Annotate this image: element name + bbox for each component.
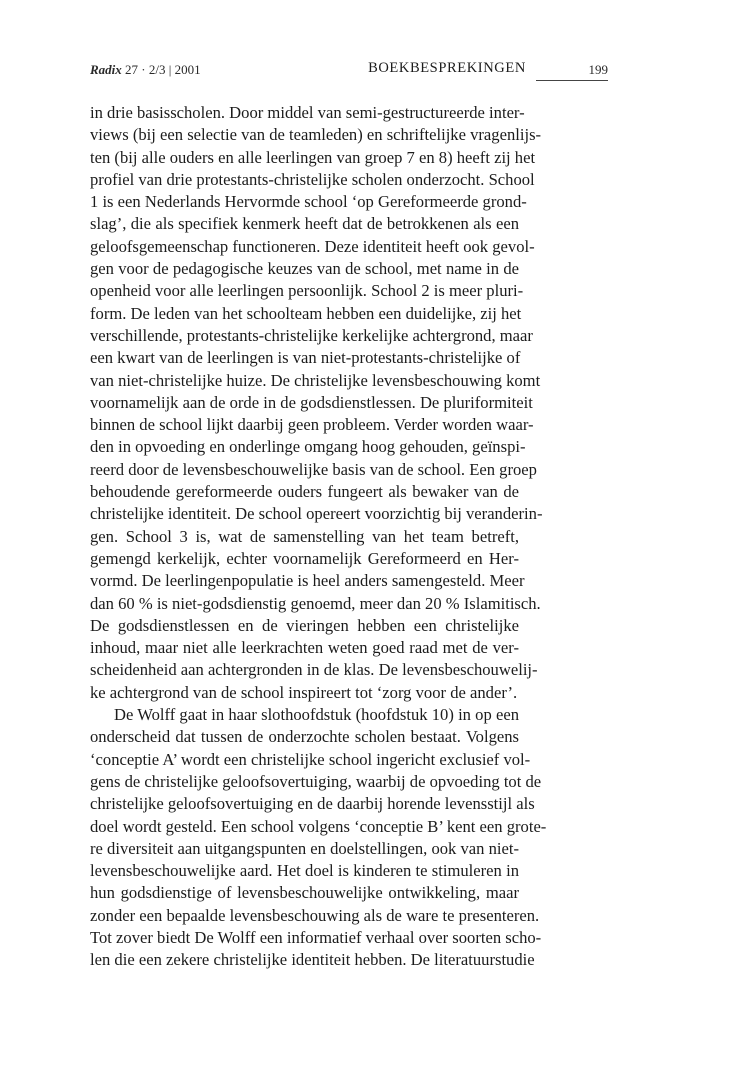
header-rule <box>536 80 608 81</box>
text-line: gen voor de pedagogische keuzes van de school, met name in de <box>90 259 519 279</box>
text-line: form. De leden van het schoolteam hebben een duidelijke, zij het <box>90 303 522 323</box>
page-body <box>90 102 547 972</box>
text-line: ‘conceptie A’ wordt een christelijke school ingericht exclusief vol- <box>90 749 531 769</box>
text-line: vormd. De leerlingenpopulatie is heel anders samengesteld. Meer <box>90 571 525 591</box>
journal-name: Radix <box>90 62 122 77</box>
text-line: van niet-christelijke huize. De christelijke levensbeschouwing komt <box>90 370 541 390</box>
text-line: doel wordt gesteld. Een school volgens ‘conceptie B’ kent een grote- <box>90 816 547 836</box>
text-line: views (bij een selectie van de teamleden) en schriftelijke vragenlijs- <box>90 125 542 145</box>
text-line: gemengd kerkelijk, echter voornamelijk Gereformeerd en Her- <box>90 548 519 568</box>
text-line: slag’, die als specifiek kenmerk heeft dat de betrokkenen als een <box>90 214 519 234</box>
text-line: De godsdienstlessen en de vieringen hebben een christelijke <box>90 615 519 635</box>
text-line: scheidenheid aan achtergronden in de klas. De levensbeschouwelij- <box>90 660 538 680</box>
section-title: BOEKBESPREKINGEN <box>368 60 526 76</box>
text-line: ke achtergrond van de school inspireert tot ‘zorg voor de ander’. <box>90 682 518 702</box>
text-line: Tot zover biedt De Wolff een informatief verhaal over soorten scho- <box>90 927 542 947</box>
text-line: onderscheid dat tussen de onderzochte scholen bestaat. Volgens <box>90 727 519 747</box>
text-line: voornamelijk aan de orde in de godsdienstlessen. De pluriformiteit <box>90 392 533 412</box>
text-line: in drie basisscholen. Door middel van semi-gestructureerde inter- <box>90 103 525 122</box>
text-line: De Wolff gaat in haar slothoofdstuk (hoofdstuk 10) in op een <box>114 705 519 725</box>
text-line: behoudende gereformeerde ouders fungeert als bewaker van de <box>90 482 519 502</box>
page-header <box>90 60 608 80</box>
text-line: profiel van drie protestants-christelijke scholen onderzocht. School <box>90 169 535 189</box>
text-line: gens de christelijke geloofsovertuiging, waarbij de opvoeding tot de <box>90 771 542 791</box>
text-line: verschillende, protestants-christelijke kerkelijke achtergrond, maar <box>90 325 533 345</box>
text-line: een kwart van de leerlingen is van niet-protestants-christelijke of <box>90 348 521 368</box>
text-line: reerd door de levensbeschouwelijke basis van de school. Een groep <box>90 459 537 479</box>
text-line: christelijke geloofsovertuiging en de daarbij horende levensstijl als <box>90 794 535 814</box>
running-head-journal <box>90 62 201 78</box>
text-line: zonder een bepaalde levensbeschouwing als de ware te presenteren. <box>90 905 540 925</box>
text-line: geloofsgemeenschap functioneren. Deze identiteit heeft ook gevol- <box>90 236 535 256</box>
text-line: inhoud, maar niet alle leerkrachten weten goed raad met de ver- <box>90 638 519 658</box>
text-line: christelijke identiteit. De school opereert voorzichtig bij veranderin- <box>90 504 543 524</box>
paragraph <box>90 704 547 972</box>
text-line: 1 is een Nederlands Hervormde school ‘op Gereformeerde grond- <box>90 192 527 212</box>
text-line: dan 60 % is niet-godsdienstig genoemd, meer dan 20 % Islamitisch. <box>90 593 541 613</box>
text-line: openheid voor alle leerlingen persoonlijk. School 2 is meer pluri- <box>90 281 524 301</box>
volume-info: 27 · 2/3 | 2001 <box>125 62 201 77</box>
text-line: hun godsdienstige of levensbeschouwelijke ontwikkeling, maar <box>90 883 519 903</box>
text-line: binnen de school lijkt daarbij geen probleem. Verder worden waar- <box>90 415 534 435</box>
text-line: den in opvoeding en onderlinge omgang hoog gehouden, geïnspi- <box>90 437 526 457</box>
text-line: gen. School 3 is, wat de samenstelling van het team betreft, <box>90 526 519 546</box>
text-line: re diversiteit aan uitgangspunten en doelstellingen, ook van niet- <box>90 838 520 858</box>
text-line: levensbeschouwelijke aard. Het doel is kinderen te stimuleren in <box>90 861 519 881</box>
text-line: ten (bij alle ouders en alle leerlingen van groep 7 en 8) heeft zij het <box>90 147 536 167</box>
text-line: len die een zekere christelijke identiteit hebben. De literatuurstudie <box>90 950 535 970</box>
page-number: 199 <box>588 62 608 77</box>
paragraph <box>90 102 543 704</box>
